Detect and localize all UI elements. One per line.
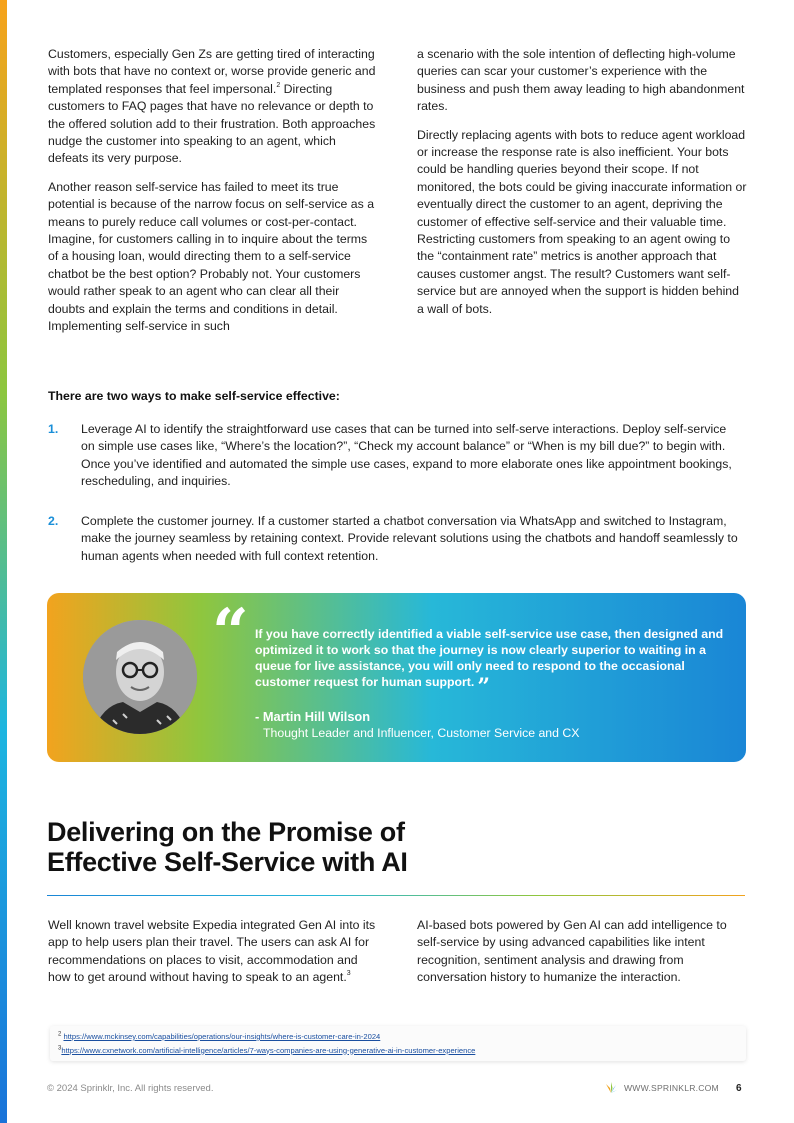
paragraph: a scenario with the sole intention of deflecting high-volume queries can scar your customer’s experience with the business and push them away leading to high abandonment rates. <box>417 47 745 114</box>
list-text: Complete the customer journey. If a customer started a chatbot conversation via WhatsApp and switched to Instagram, make the journey seamless by retaining context. Provide relevant solutions using the chatbots and handoff seamlessly to human agents when needed with full context retention. <box>81 514 738 563</box>
page-edge-gradient-bar <box>0 0 7 1123</box>
footnote-ref: 3 <box>346 970 351 978</box>
list-item-2 <box>48 513 738 565</box>
paragraph: Customers, especially Gen Zs are getting tired of interacting with bots that have no context or, worse provide generic and templated responses that feel impersonal.$^2$ Directing customers to FAQ pages that have no relevance or depth to the offered solution add to their frustration. Both approaches nudge the customer into speaking to an agent, which defeats its very purpose. <box>48 47 376 166</box>
paragraph: AI-based bots powered by Gen AI can add intelligence to self-service by using advanced capabilities like intent recognition, sentiment analysis and drawing from conversation history to humanize the interaction. <box>417 918 727 985</box>
open-quote-icon: “ <box>212 595 249 670</box>
list-number: 1. <box>48 422 59 436</box>
author-portrait-icon <box>83 620 197 734</box>
quote-card <box>47 593 746 762</box>
paragraph: Well known travel website Expedia integrated Gen AI into its app to help users plan their travel. The users can ask AI for recommendations on places to visit, accommodation and how to get around without having to speak to an agent.$^3$ <box>48 918 376 985</box>
copyright: © 2024 Sprinklr, Inc. All rights reserved. <box>47 1083 214 1094</box>
footnote-link[interactable]: https://www.mckinsey.com/capabilities/operations/our-insights/where-is-customer-care-in-2024 <box>63 1032 381 1041</box>
paragraph: Another reason self-service has failed to meet its true potential is because of the narrow focus on self-service as a means to purely reduce call volumes or cost-per-contact. Imagine, for customers calling in to inquire about the terms of a housing loan, would directing them to a self-service chatbot be the best option? Probably not. Your customers would rather speak to an agent who can clear all their doubts and explain the terms and conditions in detail. Implementing self-service in such <box>48 179 375 334</box>
close-quote-icon: ” <box>477 674 490 700</box>
site-link[interactable]: WWW.SPRINKLR.COM <box>604 1082 719 1094</box>
footnote-ref: 2 <box>276 81 281 89</box>
bottom-right-column <box>417 917 747 998</box>
sprinklr-logo-icon <box>604 1082 618 1094</box>
author-avatar <box>83 620 197 734</box>
footnotes-box <box>50 1026 746 1061</box>
ways-heading: There are two ways to make self-service effective: <box>48 389 340 403</box>
list-number: 2. <box>48 514 59 528</box>
footnote-3: $^3$https://www.cxnetwork.com/artificial-intelligence/articles/7-ways-companies-are-using-generative-ai-in-customer-experience <box>58 1044 476 1055</box>
paragraph: Directly replacing agents with bots to reduce agent workload or increase the response rate is also inefficient. Your bots could be handling queries beyond their scope. If not monitored, the bots could be giving inaccurate information or eventually direct the customer to an agent, depriving the customer of effective self-service and their valuable time. Restricting customers from speaking to an agent owing to the “containment rate” metrics is another approach that causes customer angst. The result? Customers want self-service but are annoyed when the support is hidden behind a wall of bots. <box>417 127 747 316</box>
section-divider <box>47 895 745 896</box>
list-text: Leverage AI to identify the straightforward use cases that can be turned into self-serve interactions. Deploy self-service on simple use cases like, “Where’s the location?”, “Check my account balance” or “When is my bill due?” to begin with. Once you’ve identified and automated the simple use cases, expand to more elaborate ones like appointment bookings, rescheduling, and inquiries. <box>81 422 732 489</box>
quote-author: - Martin Hill Wilson <box>255 709 371 724</box>
top-left-column <box>48 46 378 347</box>
top-right-column <box>417 46 747 329</box>
quote-text: If you have correctly identified a viable self-service use case, then designed and optimized it to work so that the journey is now clearly superior to waiting in a queue for live assistance, you will only need to respond to the occasional customer request for human support. ” <box>255 627 724 700</box>
footnote-link[interactable]: https://www.cxnetwork.com/artificial-intelligence/articles/7-ways-companies-are-using-generative-ai-in-customer-experience <box>61 1045 476 1055</box>
list-item-1 <box>48 421 738 491</box>
quote-author-role: Thought Leader and Influencer, Customer Service and CX <box>263 726 580 740</box>
bottom-left-column <box>48 917 378 998</box>
page-number: 6 <box>736 1083 742 1094</box>
footnote-2: $^2$ https://www.mckinsey.com/capabilities/operations/our-insights/where-is-customer-care-in-2024 <box>58 1031 381 1041</box>
section-title: Delivering on the Promise of Effective Self-Service with AI <box>47 817 408 877</box>
